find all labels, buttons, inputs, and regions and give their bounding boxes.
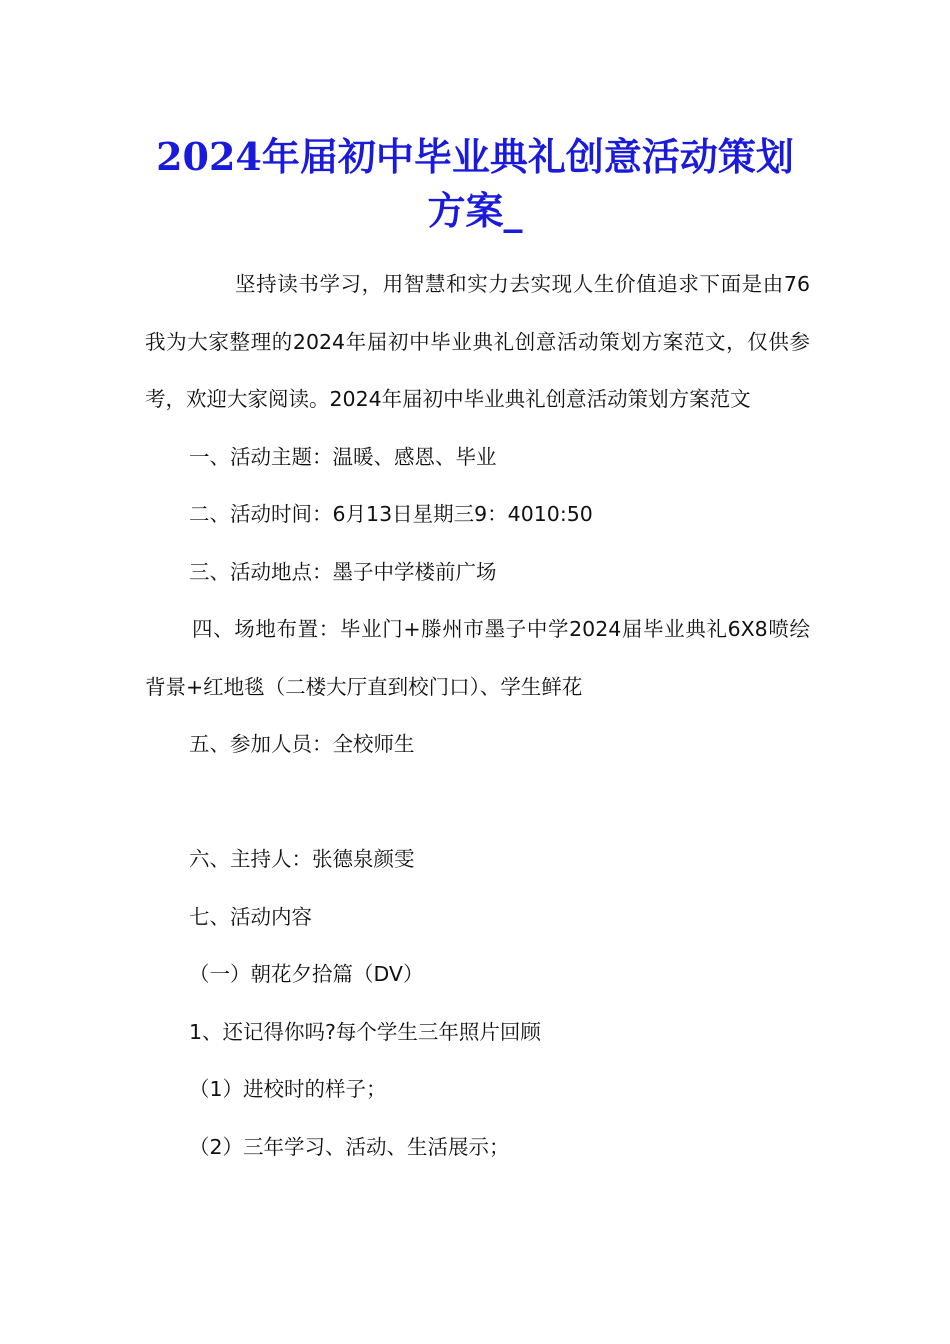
list-item: （2）三年学习、活动、生活展示； [189,1134,510,1159]
intro-paragraph: 坚持读书学习，用智慧和实力去实现人生价值追求下面是由76我为大家整理的2024年届初中毕业典礼创意活动策划方案范文，仅供参考，欢迎大家阅读。2024年届初中毕业典礼创意活动策划方案范文 [145,272,810,411]
section-host: 六、主持人：张德泉颜雯 [189,847,415,871]
section-time: 二、活动时间：6月13日星期三9：4010:50 [189,502,593,526]
list-item: 1、还记得你吗?每个学生三年照片回顾 [189,1019,541,1044]
document-title: 2024年届初中毕业典礼创意活动策划方案_ [156,134,794,233]
subsection-heading: （一）朝花夕拾篇（DV） [189,962,424,986]
list-item: （1）进校时的样子； [189,1077,387,1101]
document-body [145,256,810,1176]
section-content: 七、活动内容 [189,904,312,929]
section-location: 三、活动地点：墨子中学楼前广场 [189,559,497,584]
blank-line [145,774,810,832]
section-theme: 一、活动主题：温暖、感恩、毕业 [189,444,497,469]
section-venue: 四、场地布置：毕业门+滕州市墨子中学2024届毕业典礼6X8喷绘背景+红地毯（二楼大厅直到校门口）、学生鲜花 [145,617,810,699]
section-participants: 五、参加人员：全校师生 [189,732,415,756]
